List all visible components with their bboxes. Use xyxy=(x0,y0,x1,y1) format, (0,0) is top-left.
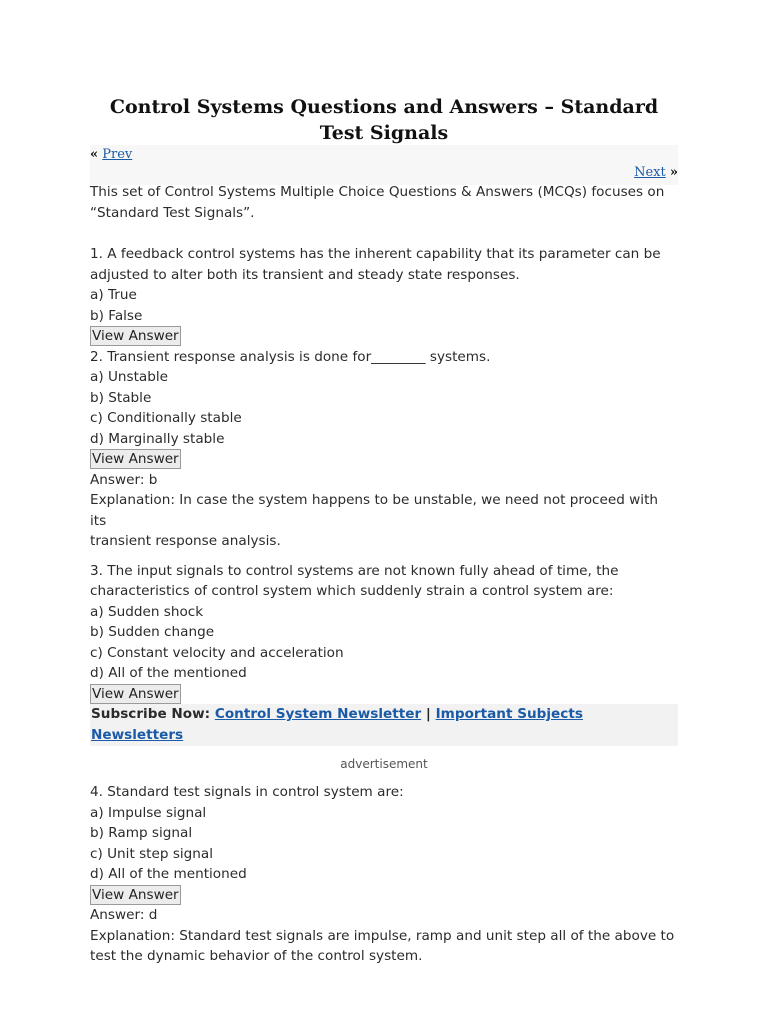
view-answer-button[interactable]: View Answer xyxy=(92,451,179,467)
view-answer-button[interactable]: View Answer xyxy=(92,685,179,702)
answer-text: Answer: d xyxy=(90,907,158,923)
prev-link[interactable]: Prev xyxy=(102,147,133,162)
explanation-text: transient response analysis. xyxy=(90,533,281,549)
prev-nav xyxy=(90,147,132,162)
option: b) Sudden change xyxy=(90,624,215,640)
option: d) All of the mentioned xyxy=(90,866,247,882)
prev-arrow-icon: « xyxy=(90,147,99,162)
option: c) Constant velocity and acceleration xyxy=(90,644,344,661)
question-2 xyxy=(90,347,678,552)
next-link[interactable]: Next xyxy=(634,165,666,180)
option: a) True xyxy=(90,287,137,303)
subscribe-bar xyxy=(90,704,678,746)
question-text: characteristics of control system which suddenly strain a control system are: xyxy=(90,583,614,599)
option: c) Unit step signal xyxy=(90,845,214,862)
control-system-newsletter-link[interactable]: Control System Newsletter xyxy=(214,706,422,722)
question-text: 4. Standard test signals in control system are: xyxy=(90,784,404,800)
next-arrow-icon: » xyxy=(669,165,678,180)
subscribe-label: Subscribe Now: xyxy=(91,706,211,722)
article-content xyxy=(90,182,678,967)
view-answer-button[interactable]: View Answer xyxy=(92,886,179,903)
page-title: Control Systems Questions and Answers – Standard Test Signals xyxy=(109,96,659,144)
option: b) Ramp signal xyxy=(90,825,193,841)
option: b) False xyxy=(90,307,143,324)
question-text: adjusted to alter both its transient and steady state responses. xyxy=(90,266,520,283)
next-nav xyxy=(634,165,678,180)
option: d) Marginally stable xyxy=(90,430,225,447)
intro-paragraph xyxy=(90,182,678,223)
view-answer-button[interactable]: View Answer xyxy=(92,328,179,344)
explanation-text: test the dynamic behavior of the control system. xyxy=(90,948,423,964)
separator: | xyxy=(425,706,431,722)
important-subjects-newsletters-link[interactable]: Important Subjects Newsletters xyxy=(91,706,583,743)
option: b) Stable xyxy=(90,389,152,406)
explanation-text: Explanation: In case the system happens to be unstable, we need not proceed with its xyxy=(90,492,659,529)
question-text: 1. A feedback control systems has the inherent capability that its parameter can be xyxy=(90,246,661,262)
pagination-nav xyxy=(90,145,678,185)
option: a) Sudden shock xyxy=(90,603,204,620)
question-3 xyxy=(90,561,678,705)
answer-text: Answer: b xyxy=(90,471,158,488)
option: c) Conditionally stable xyxy=(90,410,242,426)
question-4 xyxy=(90,782,678,967)
advertisement-label: advertisement xyxy=(340,757,428,771)
option: a) Unstable xyxy=(90,369,169,385)
question-text: 3. The input signals to control systems are not known fully ahead of time, the xyxy=(90,562,619,579)
option: a) Impulse signal xyxy=(90,804,207,821)
intro-line: “Standard Test Signals”. xyxy=(90,204,255,221)
explanation-text: Explanation: Standard test signals are impulse, ramp and unit step all of the above to xyxy=(90,927,675,944)
question-text: 2. Transient response analysis is done for________ systems. xyxy=(90,348,491,365)
intro-line: This set of Control Systems Multiple Choice Questions & Answers (MCQs) focuses on xyxy=(90,184,665,200)
question-1 xyxy=(90,244,678,347)
option: d) All of the mentioned xyxy=(90,665,247,681)
